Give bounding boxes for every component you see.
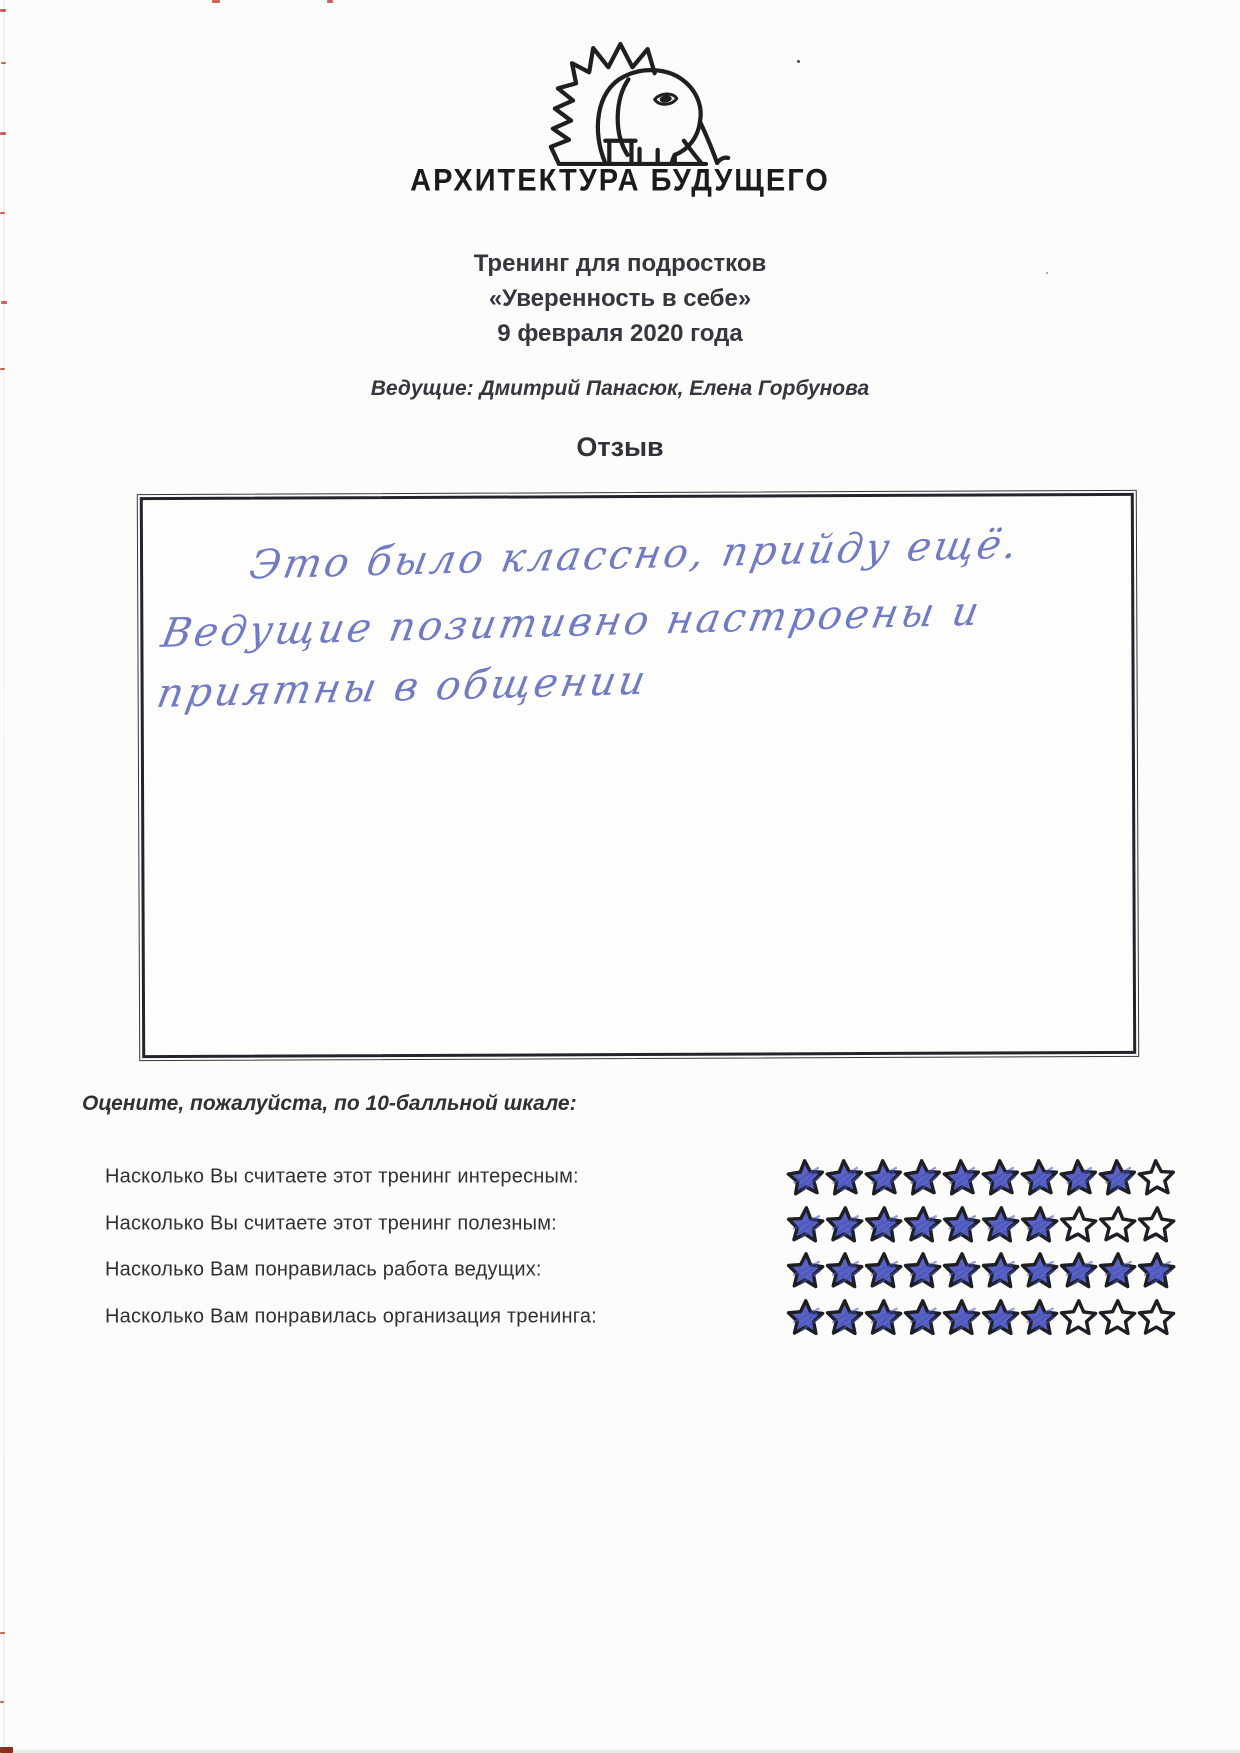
star-row xyxy=(786,1251,1178,1290)
star-row xyxy=(786,1158,1178,1197)
scan-artifact xyxy=(327,0,333,3)
scan-artifact xyxy=(0,1632,5,1634)
handwritten-feedback xyxy=(137,485,1140,1067)
rating-row-organization xyxy=(0,1296,1240,1338)
rating-row-interesting xyxy=(0,1156,1240,1198)
scan-artifact xyxy=(0,1701,4,1703)
scan-artifact xyxy=(212,0,220,3)
feedback-box-inner xyxy=(140,493,1136,1058)
rating-label: Насколько Вы считаете этот тренинг интересным: xyxy=(105,1165,579,1188)
scan-artifact xyxy=(0,212,5,214)
scan-speck xyxy=(797,60,800,63)
scan-artifact xyxy=(0,368,5,370)
handwriting-line-3: приятны в общении xyxy=(153,657,652,718)
scan-artifact xyxy=(0,1747,13,1753)
rating-instruction: Оцените, пожалуйста, по 10-балльной шкале: xyxy=(82,1092,577,1115)
scan-artifact xyxy=(1,62,6,64)
logo-text: АРХИТЕКТУРА БУДУЩЕГО xyxy=(410,163,830,199)
star-row xyxy=(786,1205,1178,1244)
presenters-line: Ведущие: Дмитрий Панасюк, Елена Горбунова xyxy=(370,377,870,400)
logo-elephant-icon xyxy=(533,36,738,172)
scan-artifact xyxy=(0,132,6,135)
rating-label: Насколько Вы считаете этот тренинг полезным: xyxy=(105,1212,557,1235)
title-line-2: «Уверенность в себе» xyxy=(488,285,752,312)
rating-row-presenters-work xyxy=(0,1249,1240,1291)
rating-label: Насколько Вам понравилась организация тренинга: xyxy=(105,1305,597,1328)
scan-artifact xyxy=(0,9,6,12)
rating-row-useful xyxy=(0,1203,1240,1245)
star-row xyxy=(786,1298,1178,1337)
title-line-3: 9 февраля 2020 года xyxy=(497,320,743,347)
rating-label: Насколько Вам понравилась работа ведущих: xyxy=(105,1258,542,1281)
handwriting-line-2: Ведущие позитивно настроены и xyxy=(157,588,986,657)
handwriting-line-1: Это было классно, прийду ещё. xyxy=(245,521,1024,589)
section-title-otzyv: Отзыв xyxy=(576,432,664,462)
feedback-box xyxy=(137,490,1139,1061)
title-line-1: Тренинг для подростков xyxy=(473,250,767,277)
training-title xyxy=(0,246,1240,351)
